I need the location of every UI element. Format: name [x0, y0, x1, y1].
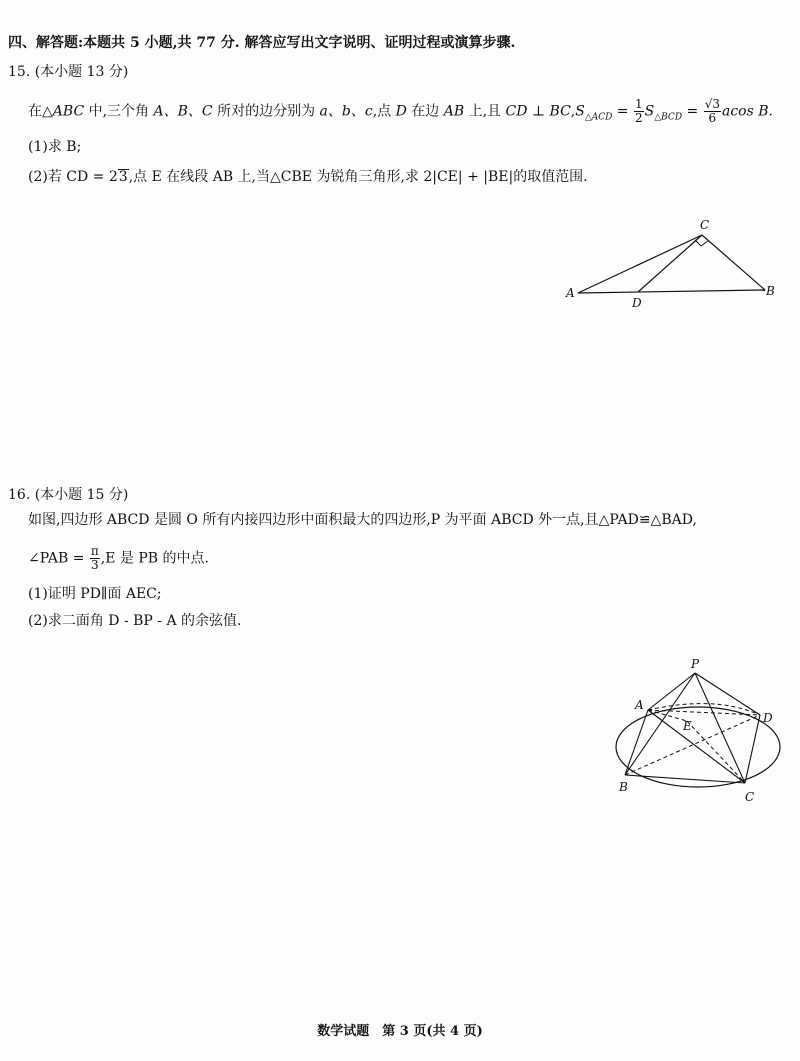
page-footer: 数学试题 第 3 页(共 4 页) [317, 1024, 483, 1039]
q16-part2: (2)求二面角 D - BP - A 的余弦值. [28, 613, 242, 629]
q16-header: 16. (本小题 15 分) [8, 487, 129, 503]
q16-part1: (1)证明 PD∥面 AEC; [28, 586, 162, 602]
label-C: C [700, 218, 710, 232]
label-B: B [619, 780, 628, 794]
q15-triangle-figure [560, 215, 790, 315]
fraction-pi-over-3: $\frac{\pi}{3}$ [90, 544, 99, 572]
q15-part2: (2)若 CD = 23,点 E 在线段 AB 上,当△CBE 为锐角三角形,求 2|CE| + |BE|的取值范围. [28, 169, 588, 185]
q16-stem-line1: 如图,四边形 ABCD 是圆 O 所有内接四边形中面积最大的四边形,P 为平面 ABCD 外一点,且△PAD≌△BAD, [28, 512, 697, 528]
label-D: D [763, 711, 773, 725]
q16-stem-line2: ∠PAB = $\frac{\pi}{3}$ ,E 是 PB 的中点. [28, 544, 209, 572]
label-A: A [635, 698, 644, 712]
q15-stem: 在△ABC 中,三个角 A、B、C 所对的边分别为 a、b、c,点 D 在边 AB 上,且 CD ⊥ $BC,S_{\triangle ACD}$ = $\frac{1}{2}$ $S_{\triangle BCD}$ = $\frac{√3}{6}$ acos B. [28, 97, 773, 125]
label-P: P [691, 657, 700, 671]
q15-header: 15. (本小题 13 分) [8, 64, 129, 80]
label-E: E [683, 719, 692, 733]
q16-pyramid-figure [605, 655, 795, 805]
label-B: B [766, 284, 775, 298]
section-heading: 四、解答题:本题共 5 小题,共 77 分. 解答应写出文字说明、证明过程或演算步骤. [8, 35, 516, 51]
label-C: C [745, 790, 755, 804]
q15-part1: (1)求 B; [28, 139, 82, 155]
fraction-one-half: $\frac{1}{2}$ [635, 97, 643, 125]
label-A: A [566, 286, 575, 300]
fraction-sqrt3-over-6: $\frac{√3}{6}$ [704, 97, 720, 125]
label-D: D [632, 296, 642, 310]
